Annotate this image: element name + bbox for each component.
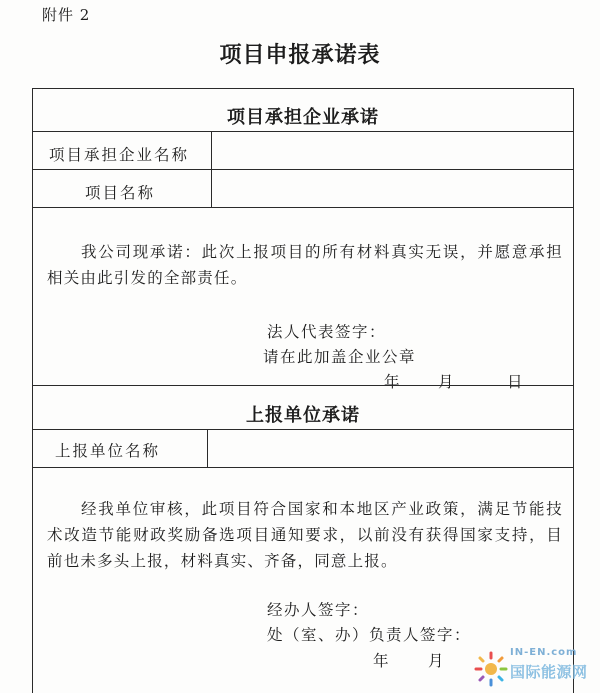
divider [33, 131, 573, 132]
date-year-label: 年 [384, 373, 400, 391]
enterprise-statement: 我公司现承诺：此次上报项目的所有材料真实无误，并愿意承担相关由此引发的全部责任。 [47, 243, 563, 287]
watermark-name: 国际能源网 [510, 663, 588, 681]
reporting-statement: 经我单位审核，此项目符合国家和本地区产业政策，满足节能技术改造节能财政奖励备选项目通知要求，以前没有获得国家支持，目前也未多头上报，材料真实、齐备，同意上报。 [47, 500, 563, 570]
divider [33, 169, 573, 170]
reporting-unit-name-label: 上报单位名称 [55, 442, 161, 460]
commitment-form [32, 88, 574, 693]
column-divider [211, 131, 212, 207]
sun-logo-icon [474, 649, 508, 689]
watermark-site: IN-EN.com [510, 647, 578, 658]
divider [33, 467, 573, 468]
reporting-unit-name-field[interactable] [209, 431, 573, 467]
watermark [474, 645, 596, 691]
date-month-label: 月 [438, 373, 454, 391]
divider [33, 207, 573, 208]
reporting-section-heading: 上报单位承诺 [246, 405, 360, 426]
enterprise-name-label: 项目承担企业名称 [49, 146, 190, 164]
legal-rep-signature-label: 法人代表签字： [267, 323, 387, 341]
column-divider [207, 429, 208, 467]
document-title: 项目申报承诺表 [219, 43, 381, 68]
handler-signature-label: 经办人签字： [267, 601, 370, 619]
attachment-label: 附件 2 [42, 6, 91, 24]
divider [33, 429, 573, 430]
date-year-label: 年 [373, 652, 389, 670]
date-day-label: 日 [507, 373, 523, 391]
enterprise-section-heading: 项目承担企业承诺 [227, 107, 379, 128]
office-head-signature-label: 处（室、办）负责人签字： [267, 626, 472, 644]
date-month-label: 月 [428, 652, 444, 670]
project-name-label: 项目名称 [85, 184, 156, 202]
enterprise-name-field[interactable] [213, 133, 573, 169]
seal-instruction: 请在此加盖企业公章 [263, 348, 417, 366]
divider [33, 385, 573, 386]
project-name-field[interactable] [213, 171, 573, 207]
